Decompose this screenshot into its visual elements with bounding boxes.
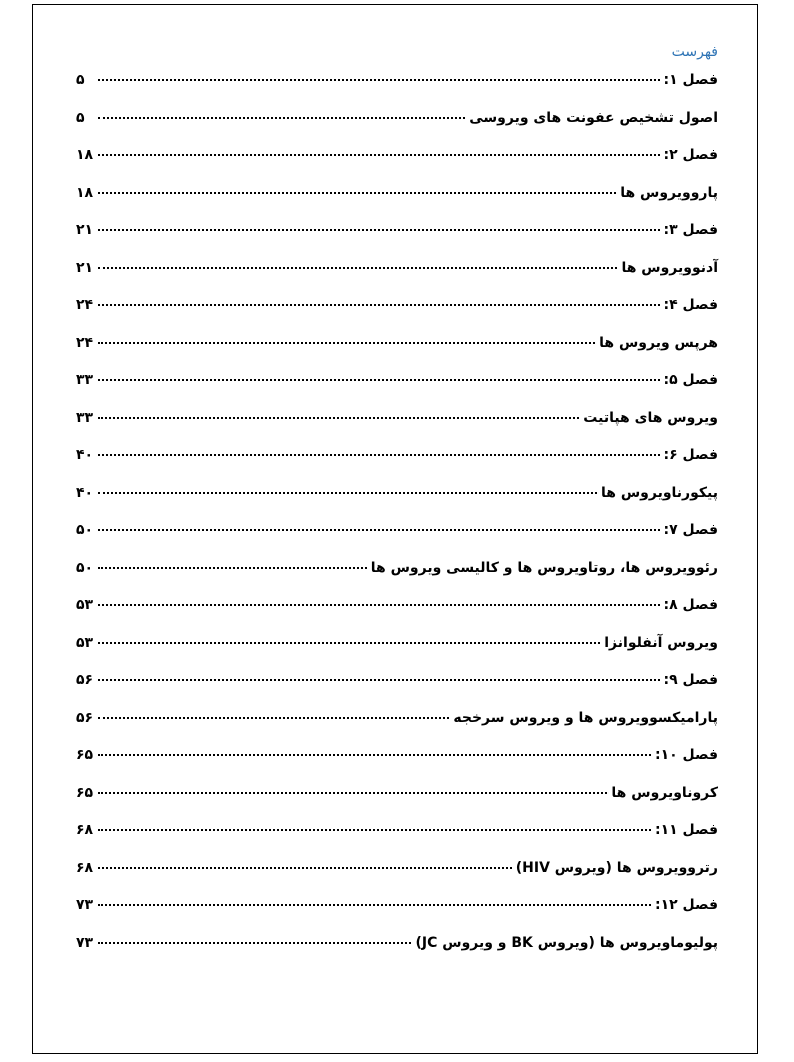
toc-page-number: ۳۳ xyxy=(76,372,94,388)
dot-leader xyxy=(98,867,512,869)
toc-section-row[interactable] xyxy=(76,260,718,298)
toc-entry-title: فصل ۲: xyxy=(663,147,718,163)
toc-entry-title: کروناویروس ها xyxy=(611,784,718,801)
toc-entry-title: فصل ۱۱: xyxy=(654,822,718,838)
dot-leader xyxy=(98,492,597,494)
toc-page-number: ۵ xyxy=(76,72,85,88)
toc-chapter-row[interactable] xyxy=(76,522,718,560)
toc-page-number: ۱۸ xyxy=(76,147,94,163)
toc-page-number: ۵ xyxy=(76,109,85,126)
dot-leader xyxy=(98,904,651,906)
toc-section-row[interactable] xyxy=(76,635,718,673)
toc-chapter-row[interactable] xyxy=(76,672,718,710)
toc-heading: فهرست xyxy=(671,44,718,60)
toc-entry-title: رئوویروس ها، روتاویروس ها و کالیسی ویروس ها xyxy=(370,559,718,576)
toc-chapter-row[interactable] xyxy=(76,297,718,335)
toc-page-number: ۴۰ xyxy=(76,447,94,463)
dot-leader xyxy=(98,117,465,119)
toc-chapter-row[interactable] xyxy=(76,447,718,485)
dot-leader xyxy=(98,642,600,644)
dot-leader xyxy=(98,567,367,569)
dot-leader xyxy=(98,417,579,419)
toc-page-number: ۵۰ xyxy=(76,559,94,576)
toc-entry-title: اصول تشخیص عفونت های ویروسی xyxy=(469,109,718,126)
toc-entry-title: پیکورناویروس ها xyxy=(601,484,718,501)
dot-leader xyxy=(98,154,660,156)
dot-leader xyxy=(98,717,449,719)
toc-section-row[interactable] xyxy=(76,785,718,823)
toc-entry-title: فصل ۱۰: xyxy=(654,747,718,763)
toc-page-number: ۱۸ xyxy=(76,184,94,201)
dot-leader xyxy=(98,267,617,269)
toc-chapter-row[interactable] xyxy=(76,372,718,410)
toc-page-number: ۵۳ xyxy=(76,634,94,651)
toc-section-row[interactable] xyxy=(76,185,718,223)
toc-entry-title: پولیوماویروس ها (ویروس BK و ویروس JC) xyxy=(415,934,718,951)
toc-section-row[interactable] xyxy=(76,110,718,148)
toc-page-number: ۲۱ xyxy=(76,222,94,238)
toc-chapter-row[interactable] xyxy=(76,147,718,185)
toc-entry-title: فصل ۱: xyxy=(663,72,718,88)
toc-entry-title: فصل ۶: xyxy=(663,447,718,463)
toc-section-row[interactable] xyxy=(76,935,718,973)
table-of-contents xyxy=(76,72,718,972)
toc-page-number: ۷۳ xyxy=(76,934,94,951)
toc-entry-title: فصل ۵: xyxy=(663,372,718,388)
dot-leader xyxy=(98,192,616,194)
dot-leader xyxy=(98,454,660,456)
toc-entry-title: رتروویروس ها (ویروس HIV) xyxy=(515,859,718,876)
toc-chapter-row[interactable] xyxy=(76,72,718,110)
toc-page-number: ۵۶ xyxy=(76,709,94,726)
toc-entry-title: فصل ۱۲: xyxy=(654,897,718,913)
toc-chapter-row[interactable] xyxy=(76,897,718,935)
toc-page-number: ۴۰ xyxy=(76,484,94,501)
dot-leader xyxy=(98,942,411,944)
dot-leader xyxy=(98,679,660,681)
dot-leader xyxy=(98,792,607,794)
dot-leader xyxy=(98,79,660,81)
toc-entry-title: فصل ۸: xyxy=(663,597,718,613)
toc-entry-title: فصل ۳: xyxy=(663,222,718,238)
toc-section-row[interactable] xyxy=(76,335,718,373)
toc-entry-title: فصل ۴: xyxy=(663,297,718,313)
toc-page-number: ۶۵ xyxy=(76,747,94,763)
toc-page-number: ۷۳ xyxy=(76,897,94,913)
toc-entry-title: پاروویروس ها xyxy=(620,184,718,201)
toc-section-row[interactable] xyxy=(76,560,718,598)
toc-section-row[interactable] xyxy=(76,710,718,748)
toc-page-number: ۵۰ xyxy=(76,522,94,538)
toc-section-row[interactable] xyxy=(76,410,718,448)
dot-leader xyxy=(98,754,651,756)
dot-leader xyxy=(98,229,660,231)
toc-page-number: ۶۸ xyxy=(76,822,94,838)
toc-entry-title: فصل ۷: xyxy=(663,522,718,538)
dot-leader xyxy=(98,304,660,306)
toc-chapter-row[interactable] xyxy=(76,597,718,635)
toc-entry-title: فصل ۹: xyxy=(663,672,718,688)
toc-entry-title: هرپس ویروس ها xyxy=(599,334,718,351)
toc-entry-title: آدنوویروس ها xyxy=(621,259,718,276)
toc-page-number: ۲۴ xyxy=(76,334,94,351)
toc-page-number: ۵۳ xyxy=(76,597,94,613)
dot-leader xyxy=(98,604,660,606)
toc-page-number: ۶۵ xyxy=(76,784,94,801)
toc-section-row[interactable] xyxy=(76,485,718,523)
toc-section-row[interactable] xyxy=(76,860,718,898)
toc-entry-title: ویروس های هپاتیت xyxy=(583,409,718,426)
dot-leader xyxy=(98,342,595,344)
dot-leader xyxy=(98,529,660,531)
toc-page-number: ۲۱ xyxy=(76,259,94,276)
dot-leader xyxy=(98,379,660,381)
toc-page-number: ۲۴ xyxy=(76,297,94,313)
toc-entry-title: پارامیکسوویروس ها و ویروس سرخجه xyxy=(453,709,718,726)
toc-page-number: ۶۸ xyxy=(76,859,94,876)
toc-chapter-row[interactable] xyxy=(76,747,718,785)
toc-chapter-row[interactable] xyxy=(76,822,718,860)
toc-chapter-row[interactable] xyxy=(76,222,718,260)
toc-page-number: ۳۳ xyxy=(76,409,94,426)
dot-leader xyxy=(98,829,651,831)
toc-page-number: ۵۶ xyxy=(76,672,94,688)
toc-entry-title: ویروس آنفلوانزا xyxy=(604,634,718,651)
